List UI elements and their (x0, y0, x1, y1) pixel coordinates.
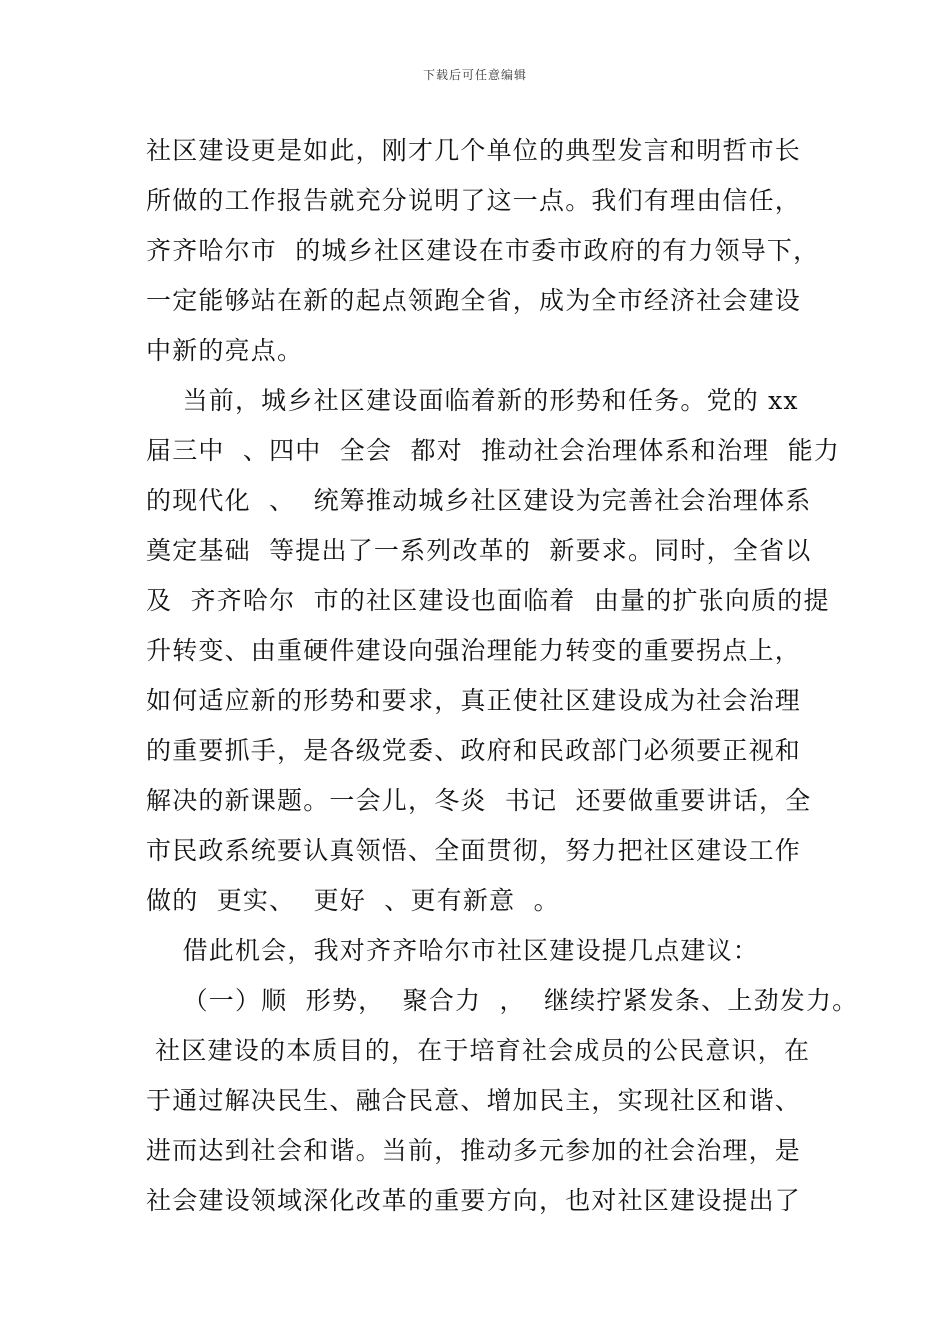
text-line-18: （一）顺 形势， 聚合力 ， 继续拧紧发条、上劲发力。 (146, 986, 859, 1015)
text-line-4: 一定能够站在新的起点领跑全省，成为全市经济社会建设 (146, 286, 802, 315)
text-line-8: 的现代化 、 统筹推动城乡社区建设为完善社会治理体系 (146, 486, 812, 515)
text-line-9: 奠定基础 等提出了一系列改革的 新要求。同时，全省以 (146, 536, 812, 565)
text-line-13: 的重要抓手，是各级党委、政府和民政部门必须要正视和 (146, 736, 802, 765)
text-line-19: 社区建设的本质目的，在于培育社会成员的公民意识，在 (146, 1036, 811, 1065)
text-line-16: 做的 更实、 更好 、更有新意 。 (146, 886, 560, 915)
text-line-5: 中新的亮点。 (146, 336, 304, 365)
text-line-1: 社区建设更是如此，刚才几个单位的典型发言和明哲市长 (146, 136, 802, 165)
text-line-21: 进而达到社会和谐。当前，推动多元参加的社会治理，是 (146, 1136, 802, 1165)
text-line-15: 市民政系统要认真领悟、全面贯彻，努力把社区建设工作 (146, 836, 802, 865)
body-text (146, 126, 859, 1226)
text-line-2: 所做的工作报告就充分说明了这一点。我们有理由信任， (146, 186, 802, 215)
text-line-10: 及 齐齐哈尔 市的社区建设也面临着 由量的扩张向质的提 (146, 586, 830, 615)
header-note: 下载后可任意编辑 (422, 68, 527, 82)
text-line-11: 升转变、由重硬件建设向强治理能力转变的重要拐点上， (146, 636, 802, 665)
text-line-3: 齐齐哈尔市 的城乡社区建设在市委市政府的有力领导下， (146, 236, 820, 265)
text-line-22: 社会建设领域深化改革的重要方向，也对社区建设提出了 (146, 1186, 802, 1215)
text-line-14: 解决的新课题。一会儿，冬炎 书记 还要做重要讲话，全 (146, 786, 812, 815)
text-line-17: 借此机会，我对齐齐哈尔市社区建设提几点建议： (146, 936, 759, 965)
text-line-6: 当前，城乡社区建设面临着新的形势和任务。党的 xx (146, 386, 799, 415)
text-line-12: 如何适应新的形势和要求，真正使社区建设成为社会治理 (146, 686, 802, 715)
text-line-7: 届三中 、四中 全会 都对 推动社会治理体系和治理 能力 (146, 436, 841, 465)
text-line-20: 于通过解决民生、融合民意、增加民主，实现社区和谐、 (146, 1086, 802, 1115)
